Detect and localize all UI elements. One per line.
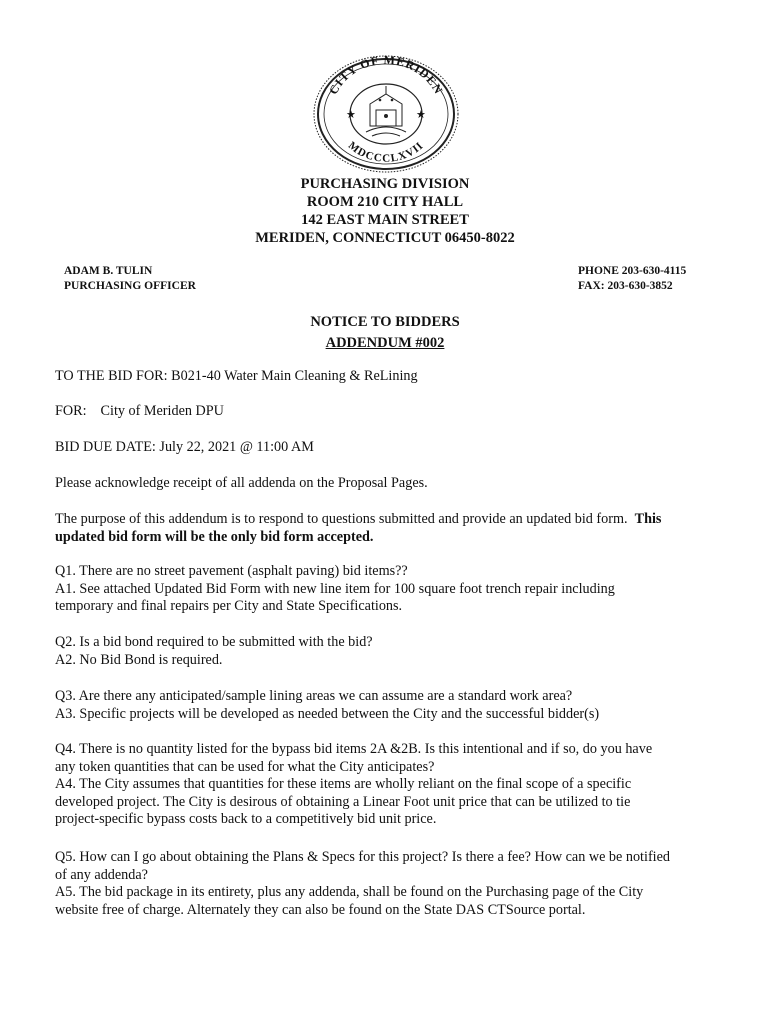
office-header: [0, 175, 770, 247]
office-street: 142 EAST MAIN STREET: [301, 212, 469, 228]
answer-5-line-1: A5. The bid package in its entirety, plus any addenda, shall be found on the Purchasing page of the City: [55, 884, 644, 901]
answer-4-line-3: project-specific bypass costs back to a competitively bid unit price.: [55, 811, 437, 828]
bid-for-entity: [55, 403, 735, 421]
qa-item-4: [55, 741, 735, 829]
question-2: Q2. Is a bid bond required to be submitted with the bid?: [55, 634, 373, 650]
purpose-bold-line: updated bid form will be the only bid form accepted.: [55, 528, 374, 545]
notice-title: NOTICE TO BIDDERS: [310, 314, 460, 330]
officer-name: ADAM B. TULIN: [64, 265, 153, 277]
officer-block: [64, 264, 196, 294]
answer-1-line-2: temporary and final repairs per City and State Specifications.: [55, 598, 403, 615]
qa-item-1: [55, 563, 735, 616]
question-5-line-2: of any addenda?: [55, 866, 148, 883]
answer-3: A3. Specific projects will be developed as needed between the City and the successful bidder(s): [55, 705, 600, 722]
contact-numbers: [578, 264, 686, 294]
question-4-line-2: any token quantities that can be used for what the City anticipates?: [55, 758, 435, 775]
svg-text:★: ★: [416, 108, 426, 121]
addendum-number: ADDENDUM #002: [325, 335, 445, 351]
bid-due-date: [55, 439, 735, 457]
answer-1-line-1: A1. See attached Updated Bid Form with new line item for 100 square foot trench repair including: [55, 580, 615, 597]
division-name: PURCHASING DIVISION: [300, 176, 470, 192]
city-seal-logo: [310, 52, 462, 176]
for-value: City of Meriden DPU: [100, 403, 224, 419]
acknowledge-line: Please acknowledge receipt of all addenda on the Proposal Pages.: [55, 475, 428, 491]
svg-text:CITY OF MERIDEN: CITY OF MERIDEN: [326, 52, 446, 97]
purpose-paragraph: [55, 511, 735, 546]
acknowledge-paragraph: [55, 475, 735, 493]
svg-text:★: ★: [346, 108, 356, 121]
answer-4-line-1: A4. The City assumes that quantities for these items are wholly reliant on the final scope of a specific: [55, 776, 632, 793]
answer-2: A2. No Bid Bond is required.: [55, 651, 223, 668]
officer-role: PURCHASING OFFICER: [64, 280, 196, 292]
fax-number: FAX: 203-630-3852: [578, 280, 673, 292]
office-city: MERIDEN, CONNECTICUT 06450-8022: [255, 230, 515, 246]
due-date-line: BID DUE DATE: July 22, 2021 @ 11:00 AM: [55, 439, 314, 455]
phone-number: PHONE 203-630-4115: [578, 265, 687, 277]
svg-text:MDCCCLXVII: MDCCCLXVII: [345, 139, 427, 165]
qa-item-2: [55, 634, 735, 669]
question-3: Q3. Are there any anticipated/sample lining areas we can assume are a standard work area?: [55, 688, 573, 704]
bid-for-line: TO THE BID FOR: B021-40 Water Main Cleaning & ReLining: [55, 368, 418, 384]
purpose-text: The purpose of this addendum is to respond to questions submitted and provide an updated bid form.: [55, 511, 628, 527]
question-5-line-1: Q5. How can I go about obtaining the Plans & Specs for this project? Is there a fee? How can we be notified: [55, 849, 671, 865]
for-label: FOR:: [55, 403, 87, 419]
purpose-bold-start: This: [634, 511, 662, 527]
notice-title-block: [0, 312, 770, 354]
answer-5-line-2: website free of charge. Alternately they can also be found on the State DAS CTSource portal.: [55, 901, 586, 918]
bid-reference: [55, 368, 735, 386]
answer-4-line-2: developed project. The City is desirous of obtaining a Linear Foot unit price that can be utilized to tie: [55, 793, 631, 810]
qa-item-5: [55, 849, 735, 919]
qa-item-3: [55, 688, 735, 723]
question-1: Q1. There are no street pavement (asphalt paving) bid items??: [55, 563, 408, 579]
question-4-line-1: Q4. There is no quantity listed for the bypass bid items 2A &2B. Is this intentional and if so, do you have: [55, 741, 653, 757]
office-room: ROOM 210 CITY HALL: [306, 194, 464, 210]
